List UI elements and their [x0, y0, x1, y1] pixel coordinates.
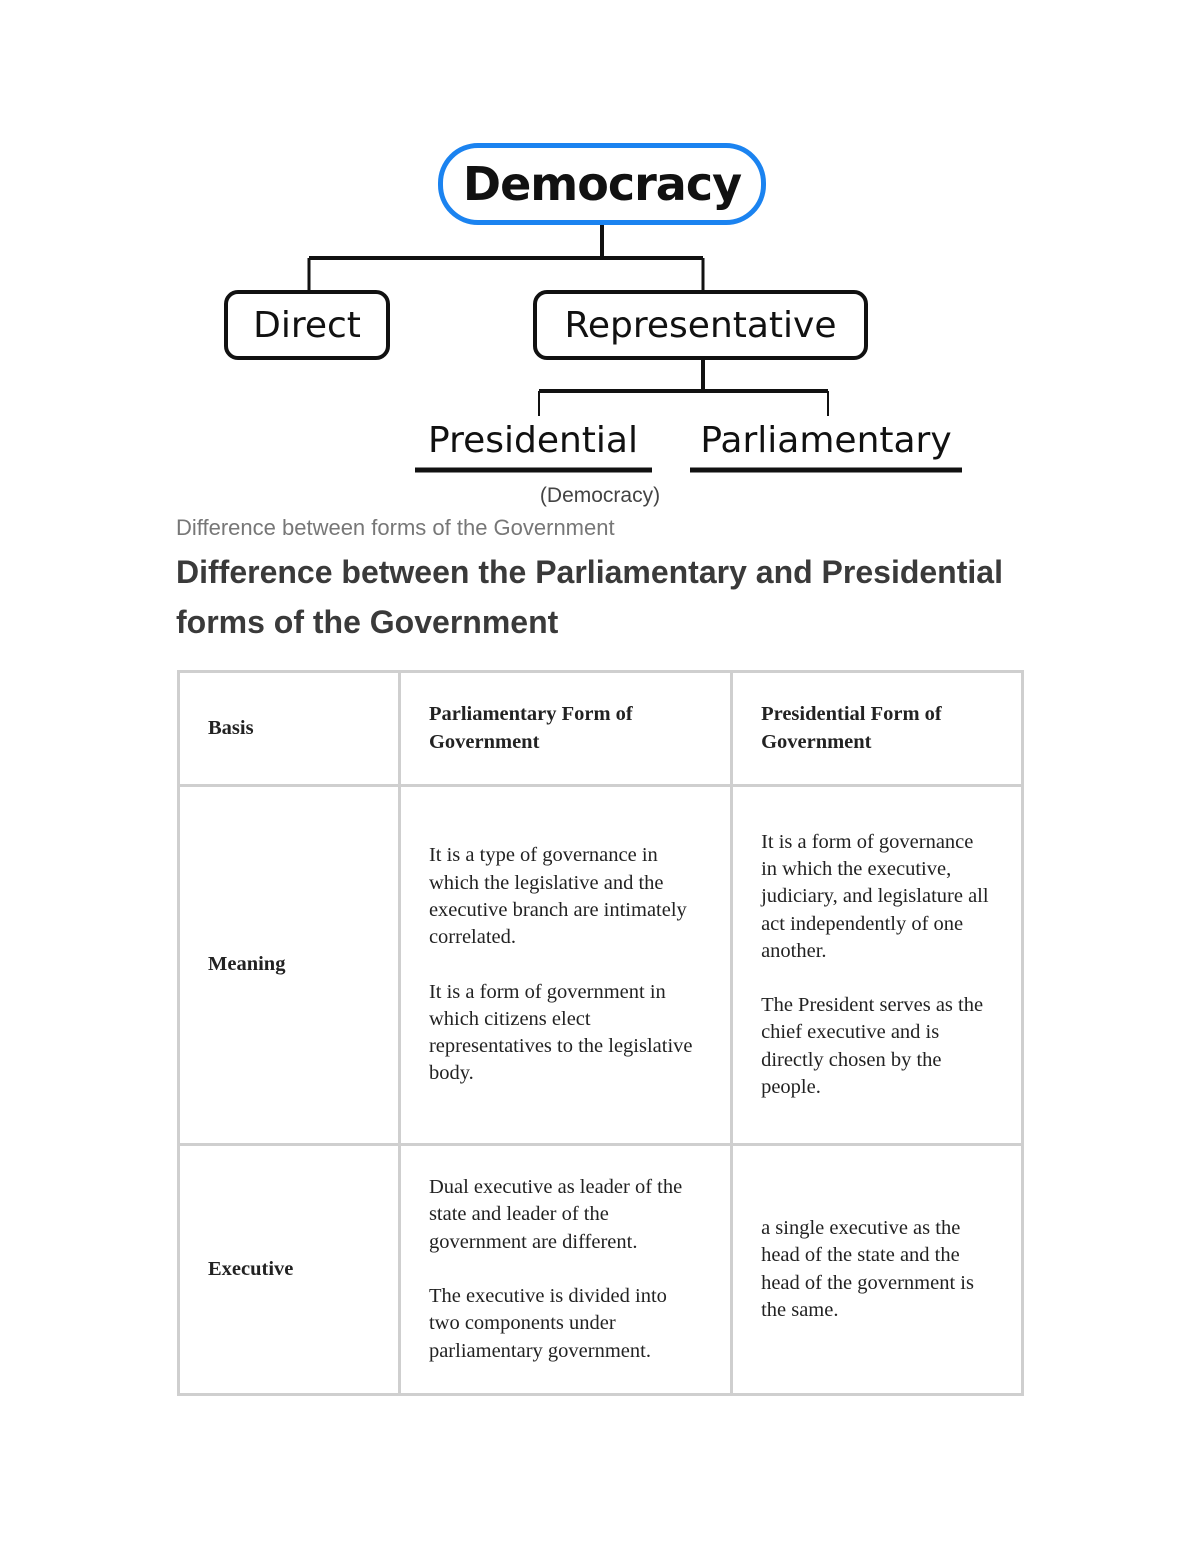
row-basis-cell: Executive	[179, 1145, 400, 1395]
comparison-table	[177, 670, 1024, 1396]
cell-paragraph: The executive is divided into two components under parliamentary government.	[428, 1285, 667, 1362]
cell-paragraph: It is a form of governance in which the executive, judiciary, and legislature all act independently of one another.	[761, 830, 989, 962]
parliamentary-cell	[399, 1145, 731, 1395]
image-caption: (Democracy)	[539, 484, 661, 507]
image-subtitle: Difference between forms of the Government	[176, 515, 615, 540]
header-cell-basis: Basis	[179, 672, 400, 786]
democracy-diagram	[0, 0, 1200, 520]
presidential-node: Presidential	[428, 420, 638, 461]
page-heading: Difference between the Parliamentary and Presidential forms of the Government	[176, 554, 1003, 640]
presidential-cell	[732, 1145, 1023, 1395]
table-row	[179, 1145, 1023, 1395]
cell-paragraph: Dual executive as leader of the state and leader of the government are different.	[428, 1176, 683, 1253]
cell-paragraph: It is a type of governance in which the legislative and the executive branch are intimately correlated.	[428, 844, 687, 949]
table-header-row	[179, 672, 1023, 786]
presidential-cell	[732, 786, 1023, 1145]
cell-paragraph: a single executive as the head of the state and the head of the government is the same.	[761, 1216, 974, 1321]
representative-node: Representative	[533, 290, 868, 360]
parliamentary-cell	[399, 786, 731, 1145]
cell-paragraph: The President serves as the chief executive and is directly chosen by the people.	[761, 994, 984, 1099]
table-row	[179, 786, 1023, 1145]
direct-node: Direct	[224, 290, 390, 360]
cell-paragraph: It is a form of government in which citizens elect representatives to the legislative body.	[428, 980, 693, 1085]
democracy-node: Democracy	[438, 143, 766, 225]
header-cell-parliamentary: Parliamentary Form of Government	[399, 672, 731, 786]
parliamentary-node: Parliamentary	[700, 420, 952, 461]
row-basis-cell: Meaning	[179, 786, 400, 1145]
header-cell-presidential: Presidential Form of Government	[732, 672, 1023, 786]
